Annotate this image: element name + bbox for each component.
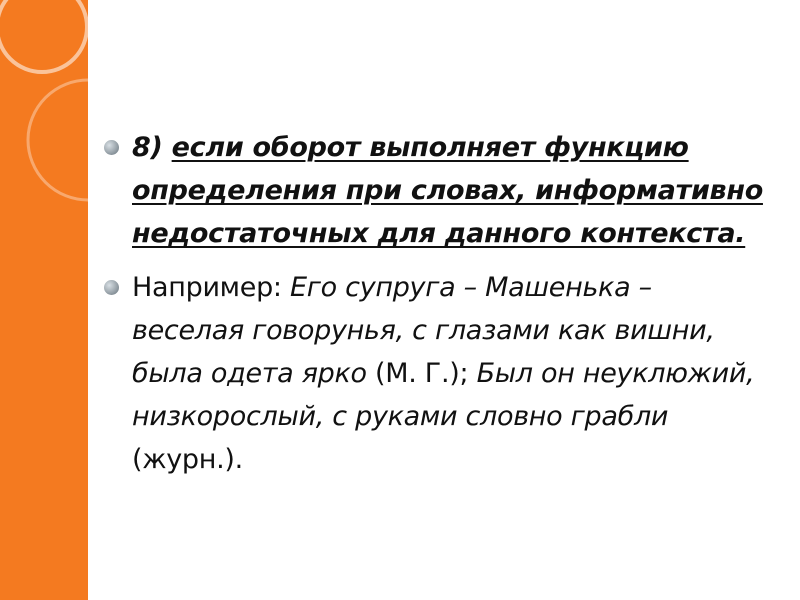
decorative-ring-middle [28,80,88,200]
bullet-rule-8 [104,126,764,255]
example-prefix: Например: [132,272,290,303]
example-source-1: (М. Г.); [366,358,477,389]
decorative-circles [0,0,88,600]
example-sentence-2: Был он неуклюжий, низкорослый, с руками словно грабли [132,358,755,432]
rule-text: если оборот выполняет функцию определения при словах, информативно недостаточных для данного контекста. [132,132,763,249]
rule-number: 8) [132,132,172,163]
example-sentence-1: Его супруга – Машенька – веселая говорунья, с глазами как вишни, была одета ярко [132,272,715,389]
bullet-dot-icon [104,280,119,295]
bullet-example [104,266,764,481]
decorative-ring-top [0,0,87,72]
bullet-dot-icon [104,140,119,155]
decorative-side-band [0,0,88,600]
example-source-2: (журн.). [132,444,243,475]
slide-content [104,126,764,481]
